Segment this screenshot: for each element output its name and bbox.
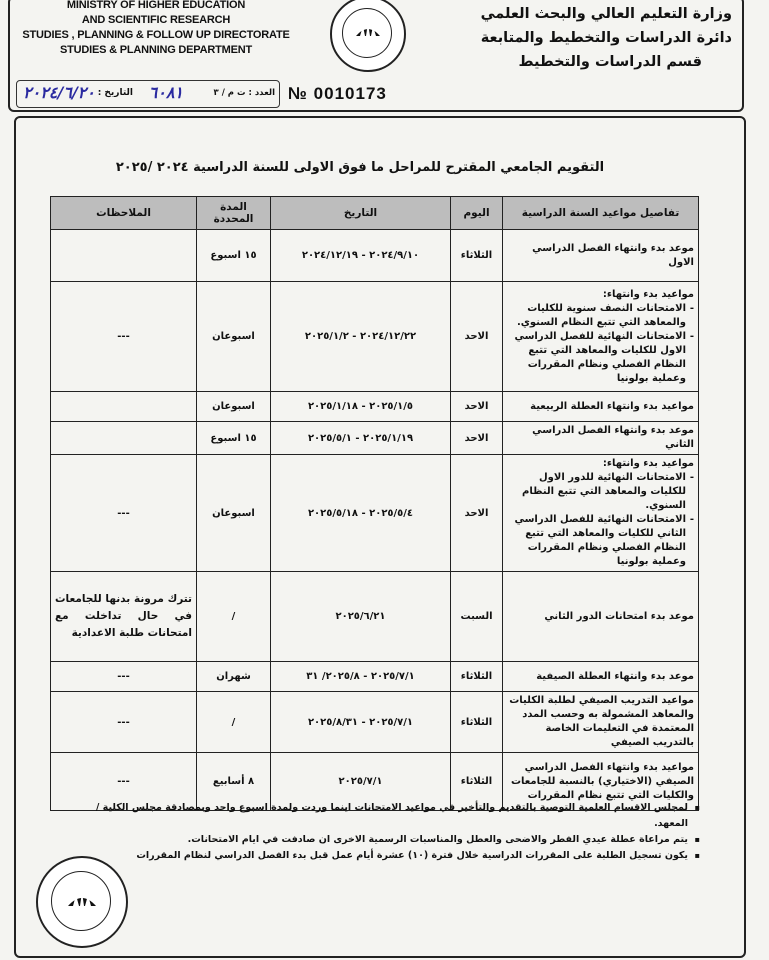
details-text: موعد بدء وانتهاء الفصل الدراسي الاول	[532, 242, 694, 268]
cell-day: الاحد	[451, 455, 503, 572]
cell-day: الاحد	[451, 282, 503, 392]
details-text: مواعيد بدء وانتهاء:	[602, 458, 694, 469]
cell-date: ٢٠٢٥/٦/٢١	[271, 572, 451, 662]
footnote-1: ▪ لمجلس الاقسام العلمية التوصية بالتقديم والتأخير في مواعيد الامتحانات اينما وردت ولمدة اسبوع واحد وبمصادقة مجلس الكلية / المعهد.	[60, 800, 700, 832]
english-letterhead	[20, 0, 292, 58]
cell-duration: /	[197, 572, 271, 662]
cell-date: ٢٠٢٤/١٢/٢٢ - ٢٠٢٥/١/٢	[271, 282, 451, 392]
cell-notes: ---	[51, 455, 197, 572]
cell-details	[503, 572, 699, 662]
cell-date: ٢٠٢٤/٩/١٠ - ٢٠٢٤/١٢/١٩	[271, 230, 451, 282]
details-text: موعد بدء وانتهاء العطلة الصيفية	[536, 670, 694, 682]
cell-notes	[51, 392, 197, 422]
cell-notes: ---	[51, 282, 197, 392]
cell-duration: ١٥ اسبوع	[197, 230, 271, 282]
cell-day: الثلاثاء	[451, 692, 503, 753]
date-value: ٢٠٢٤/٦/٢٠	[23, 83, 95, 102]
details-text: مواعيد بدء وانتهاء:	[602, 288, 694, 300]
cell-details	[503, 662, 699, 692]
details-subitem: - الامتحانات النهائية للفصل الدراسي الاول للكليات والمعاهد التي تتبع النظام الفصلي ونظام المقررات وعملية بولونيا	[507, 330, 694, 386]
cell-duration: اسبوعان	[197, 455, 271, 572]
serial-number: № 0010173	[288, 84, 387, 103]
cell-day: الاحد	[451, 422, 503, 455]
cell-date: ٢٠٢٥/٧/١ - ٢٠٢٥/٨/٣١	[271, 692, 451, 753]
cell-day: الثلاثاء	[451, 230, 503, 282]
table-row	[51, 230, 699, 282]
cell-day: الثلاثاء	[451, 753, 503, 811]
arabic-line-2: دائرة الدراسات والتخطيط والمتابعة	[480, 30, 732, 46]
cell-details	[503, 455, 699, 572]
page-title: التقويم الجامعي المقترح للمراحل ما فوق الاولى للسنة الدراسية ٢٠٢٤ /٢٠٢٥	[115, 160, 605, 175]
footnote-2: ▪ يتم مراعاة عطلة عيدي الفطر والاضحى والعطل والمناسبات الرسمية الاخرى ان صادفت في ايام الامتحانات.	[60, 832, 700, 848]
english-line-2: AND SCIENTIFIC RESEARCH	[81, 14, 231, 26]
cell-details	[503, 692, 699, 753]
reference-box	[16, 80, 280, 108]
header-day: اليوم	[451, 197, 503, 230]
ref-number: ٦٠٨١	[148, 83, 183, 102]
cell-duration: ١٥ اسبوع	[197, 422, 271, 455]
english-line-4: STUDIES & PLANNING DEPARTMENT	[59, 44, 252, 56]
ref-label: العدد : ت م / ٣	[213, 88, 275, 98]
cell-notes	[51, 422, 197, 455]
cell-details	[503, 282, 699, 392]
ministry-stamp	[36, 856, 128, 948]
table-row	[51, 455, 699, 572]
table-row	[51, 422, 699, 455]
details-text: موعد بدء وانتهاء الفصل الدراسي الثاني	[532, 425, 694, 450]
details-text: موعد بدء امتحانات الدور الثاني	[544, 610, 694, 622]
table-row	[51, 572, 699, 662]
sunburst-icon	[354, 20, 382, 38]
cell-date: ٢٠٢٥/٧/١	[271, 753, 451, 811]
footnote-3: ▪ يكون تسجيل الطلبة على المقررات الدراسية خلال فترة (١٠) عشرة أيام عمل قبل بدء الفصل الدراسي لنظام المقررات	[60, 848, 700, 864]
cell-date: ٢٠٢٥/١/٥ - ٢٠٢٥/١/١٨	[271, 392, 451, 422]
table-header-row	[51, 197, 699, 230]
cell-notes: ---	[51, 692, 197, 753]
table-row	[51, 692, 699, 753]
cell-details	[503, 422, 699, 455]
calendar-table	[50, 196, 699, 811]
details-text: مواعيد بدء وانتهاء الفصل الدراسي الصيفي (الاختياري) بالنسبة للجامعات والكليات التي تتبع نظام المقررات	[510, 761, 694, 801]
cell-day: السبت	[451, 572, 503, 662]
cell-date: ٢٠٢٥/٥/٤ - ٢٠٢٥/٥/١٨	[271, 455, 451, 572]
cell-duration: اسبوعان	[197, 392, 271, 422]
footnotes	[60, 800, 700, 864]
cell-date: ٢٠٢٥/١/١٩ - ٢٠٢٥/٥/١	[271, 422, 451, 455]
details-subitem: - الامتحانات النهائية للدور الاول للكليات والمعاهد التي تتبع النظام السنوي.	[507, 471, 694, 513]
cell-duration: /	[197, 692, 271, 753]
date-label: التاريخ :	[97, 88, 133, 98]
cell-details	[503, 230, 699, 282]
header-duration: المدة المحددة	[197, 197, 271, 230]
cell-date: ٢٠٢٥/٧/١ - ٢٠٢٥/٨/ ٣١	[271, 662, 451, 692]
details-text: مواعيد التدريب الصيفي لطلبة الكليات والمعاهد المشمولة به وحسب المدد المعتمدة في التعليمات الخاصة بالتدريب الصيفي	[509, 695, 694, 748]
cell-day: الاحد	[451, 392, 503, 422]
table-row	[51, 282, 699, 392]
details-subitem: - الامتحانات النهائية للفصل الدراسي الثاني للكليات والمعاهد التي تتبع النظام الفصلي ونظام المقررات وعملية بولونيا	[507, 513, 694, 569]
cell-day: الثلاثاء	[451, 662, 503, 692]
arabic-line-1: وزارة التعليم العالي والبحث العلمي	[480, 6, 732, 22]
english-line-3: STUDIES , PLANNING & FOLLOW UP DIRECTORATE	[22, 29, 290, 41]
details-text: مواعيد بدء وانتهاء العطلة الربيعية	[530, 400, 694, 412]
stamp-sunburst-icon	[66, 888, 98, 908]
header-details: تفاصيل مواعيد السنة الدراسية	[503, 197, 699, 230]
cell-notes	[51, 230, 197, 282]
arabic-letterhead	[440, 2, 732, 74]
header-notes: الملاحظات	[51, 197, 197, 230]
table-row	[51, 392, 699, 422]
cell-duration: شهران	[197, 662, 271, 692]
cell-notes: ---	[51, 662, 197, 692]
cell-duration: ٨ أسابيع	[197, 753, 271, 811]
cell-duration: اسبوعان	[197, 282, 271, 392]
table-row	[51, 662, 699, 692]
cell-notes: ---	[51, 753, 197, 811]
cell-details	[503, 392, 699, 422]
english-line-1: MINISTRY OF HIGHER EDUCATION	[66, 0, 246, 11]
cell-notes: تترك مرونة بدنها للجامعات في حال تداخلت مع امتحانات طلبة الاعدادية	[51, 572, 197, 662]
header-date: التاريخ	[271, 197, 451, 230]
arabic-line-3: قسم الدراسات والتخطيط	[518, 54, 702, 70]
details-subitem: - الامتحانات النصف سنوية للكليات والمعاهد التي تتبع النظام السنوي.	[507, 302, 694, 330]
